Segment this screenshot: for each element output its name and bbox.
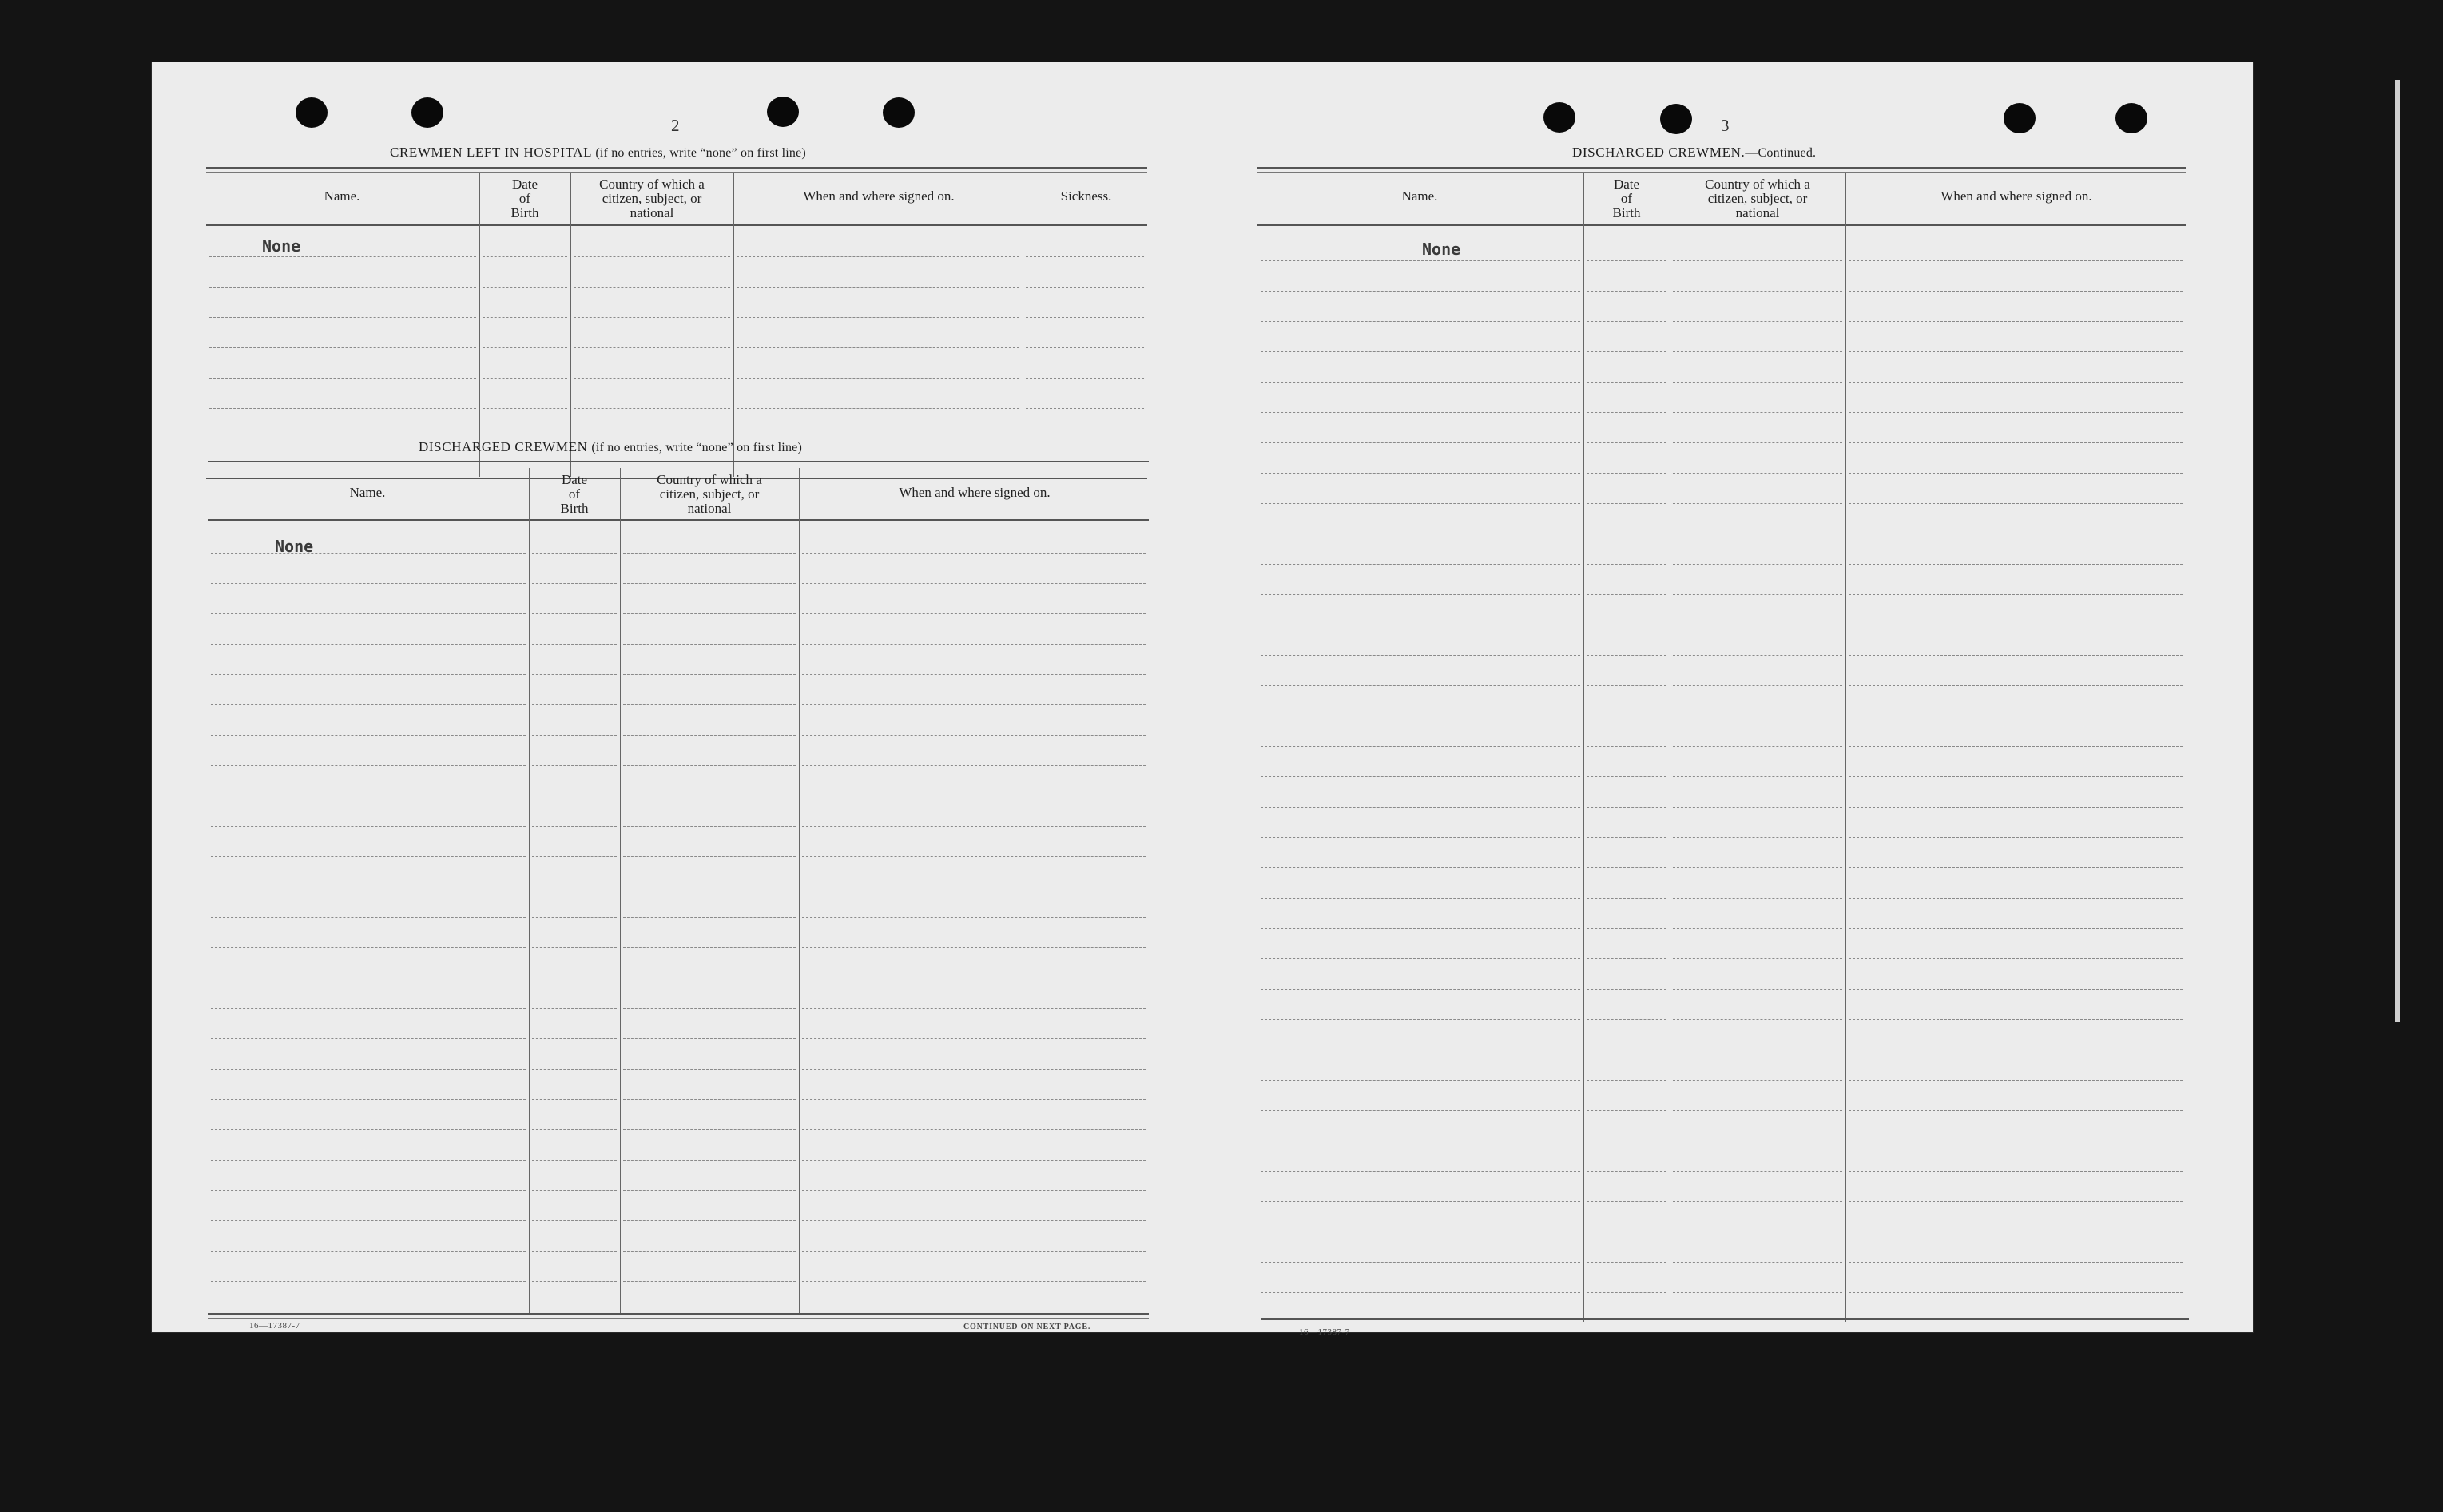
ruled-line [1849, 1262, 2183, 1263]
punch-hole-icon [2004, 103, 2036, 133]
ruled-line [1261, 594, 1580, 595]
ruled-line [1026, 256, 1144, 257]
ruled-line [209, 256, 476, 257]
punch-hole-icon [411, 97, 443, 128]
ruled-line [211, 735, 526, 736]
ruled-line [211, 917, 526, 918]
ruled-line [1587, 1201, 1666, 1202]
ruled-line [1587, 928, 1666, 929]
ruled-line [1849, 837, 2183, 838]
hospital-instruction: (if no entries, write “none” on first line) [595, 146, 806, 160]
ruled-line [1673, 382, 1842, 383]
ruled-line [1849, 594, 2183, 595]
ruled-line [623, 1220, 796, 1221]
ruled-line [1849, 442, 2183, 443]
ruled-line [623, 1160, 796, 1161]
ruled-line [623, 1008, 796, 1009]
ruled-line [211, 644, 526, 645]
ruled-line [1673, 442, 1842, 443]
ruled-line [209, 347, 476, 348]
discharged-col-signed: When and where signed on. [899, 485, 1051, 500]
ruled-line [483, 347, 567, 348]
right-col-signed: When and where signed on. [1940, 189, 2092, 204]
ruled-line [211, 1220, 526, 1221]
ruled-line [1026, 287, 1144, 288]
ruled-line [1261, 685, 1580, 686]
ruled-line [1587, 1019, 1666, 1020]
ruled-line [532, 1220, 617, 1221]
page-number-left: 2 [671, 116, 680, 135]
ruled-line [532, 704, 617, 705]
discharged-divider [620, 468, 621, 1315]
ruled-line [1261, 746, 1580, 747]
ruled-line [1849, 1080, 2183, 1081]
ruled-line [1261, 260, 1580, 261]
ruled-line [1673, 1201, 1842, 1202]
ruled-line [802, 674, 1146, 675]
ruled-line [1849, 867, 2183, 868]
ruled-line [623, 826, 796, 827]
hospital-divider [733, 173, 734, 477]
right-section-title [1572, 145, 1816, 161]
discharged-col-country: Country of which a citizen, subject, or national [657, 472, 762, 516]
ruled-line [1261, 1171, 1580, 1172]
discharged-title: DISCHARGED CREWMEN [419, 439, 588, 454]
ruled-line [1026, 408, 1144, 409]
ruled-line [1261, 989, 1580, 990]
ruled-line [1673, 989, 1842, 990]
ruled-line [1849, 382, 2183, 383]
right-continued: —Continued. [1745, 146, 1817, 160]
ruled-line [1587, 564, 1666, 565]
ruled-line [1673, 1262, 1842, 1263]
right-title: DISCHARGED CREWMEN. [1572, 145, 1746, 160]
ruled-line [1849, 746, 2183, 747]
ruled-line [532, 583, 617, 584]
ruled-line [623, 1069, 796, 1070]
ruled-line [1849, 898, 2183, 899]
ruled-line [1673, 1080, 1842, 1081]
ruled-line [1673, 807, 1842, 808]
discharged-header-rule [208, 519, 1149, 521]
ruled-line [737, 378, 1019, 379]
ruled-line [1261, 1201, 1580, 1202]
hospital-col-name: Name. [324, 189, 360, 204]
discharged-section-title [419, 439, 802, 455]
ruled-line [737, 408, 1019, 409]
ruled-line [623, 765, 796, 766]
ruled-line [1261, 564, 1580, 565]
ruled-line [737, 347, 1019, 348]
ruled-line [1026, 317, 1144, 318]
ruled-line [483, 317, 567, 318]
ruled-line [1673, 1292, 1842, 1293]
ruled-line [1673, 473, 1842, 474]
ruled-line [1026, 347, 1144, 348]
ruled-line [1673, 685, 1842, 686]
ruled-line [1587, 837, 1666, 838]
ruled-line [623, 1281, 796, 1282]
ruled-line [574, 408, 730, 409]
hospital-divider [570, 173, 571, 477]
ruled-line [1587, 321, 1666, 322]
ruled-line [1849, 807, 2183, 808]
ruled-line [211, 947, 526, 948]
discharged-top-rule [208, 461, 1149, 466]
ruled-line [1849, 260, 2183, 261]
ruled-line [1587, 898, 1666, 899]
ruled-line [802, 1160, 1146, 1161]
ruled-line [211, 553, 526, 554]
ruled-line [1587, 473, 1666, 474]
ruled-line [1673, 351, 1842, 352]
ruled-line [532, 856, 617, 857]
ruled-line [1587, 351, 1666, 352]
ruled-line [574, 317, 730, 318]
ruled-line [623, 947, 796, 948]
ruled-line [211, 1129, 526, 1130]
ruled-line [211, 704, 526, 705]
ruled-line [1673, 928, 1842, 929]
ruled-line [1849, 412, 2183, 413]
ruled-line [1587, 291, 1666, 292]
ruled-line [532, 1069, 617, 1070]
ruled-line [532, 1281, 617, 1282]
ruled-line [1587, 442, 1666, 443]
ruled-line [802, 735, 1146, 736]
ruled-line [1587, 503, 1666, 504]
hospital-col-dob: Date of Birth [510, 177, 539, 220]
ruled-line [1673, 503, 1842, 504]
ruled-line [1673, 1171, 1842, 1172]
ruled-line [802, 553, 1146, 554]
ruled-line [1261, 807, 1580, 808]
right-top-rule [1257, 167, 2186, 173]
ruled-line [623, 704, 796, 705]
ruled-line [532, 1251, 617, 1252]
ruled-line [574, 287, 730, 288]
ruled-line [623, 674, 796, 675]
ruled-line [1849, 776, 2183, 777]
ruled-line [1261, 958, 1580, 959]
ruled-line [211, 1160, 526, 1161]
ruled-line [802, 1190, 1146, 1191]
ruled-line [1849, 958, 2183, 959]
ruled-line [211, 674, 526, 675]
ruled-line [1673, 746, 1842, 747]
ruled-line [1849, 1201, 2183, 1202]
ruled-line [1261, 351, 1580, 352]
discharged-bottom-rule [208, 1313, 1149, 1319]
ruled-line [532, 735, 617, 736]
hospital-col-country: Country of which a citizen, subject, or national [599, 177, 705, 220]
ruled-line [1673, 291, 1842, 292]
ruled-line [532, 553, 617, 554]
ruled-line [1261, 473, 1580, 474]
ruled-line [211, 583, 526, 584]
ruled-line [211, 1038, 526, 1039]
ruled-line [623, 583, 796, 584]
ruled-line [802, 1220, 1146, 1221]
ruled-line [802, 1008, 1146, 1009]
ruled-line [574, 256, 730, 257]
ruled-line [1587, 655, 1666, 656]
ruled-line [1587, 1110, 1666, 1111]
ruled-line [209, 408, 476, 409]
ruled-line [1587, 1262, 1666, 1263]
ruled-line [1026, 378, 1144, 379]
ruled-line [1673, 412, 1842, 413]
ruled-line [1261, 655, 1580, 656]
right-divider [1845, 173, 1846, 1322]
ruled-line [1261, 776, 1580, 777]
ruled-line [1587, 382, 1666, 383]
ruled-line [1587, 776, 1666, 777]
ruled-line [1261, 1019, 1580, 1020]
ruled-line [483, 287, 567, 288]
ruled-line [802, 826, 1146, 827]
ruled-line [1673, 1019, 1842, 1020]
ruled-line [1673, 655, 1842, 656]
ruled-line [1849, 291, 2183, 292]
right-bottom-rule [1261, 1318, 2189, 1323]
hospital-col-signed: When and where signed on. [803, 189, 955, 204]
hospital-section-title [390, 145, 806, 161]
hospital-entry-none: None [262, 236, 301, 256]
ruled-line [802, 917, 1146, 918]
ruled-line [1587, 867, 1666, 868]
right-col-country: Country of which a citizen, subject, or national [1705, 177, 1810, 220]
punch-hole-icon [2115, 103, 2147, 133]
ruled-line [532, 1129, 617, 1130]
ruled-line [623, 553, 796, 554]
ruled-line [1587, 807, 1666, 808]
ruled-line [209, 378, 476, 379]
ruled-line [211, 765, 526, 766]
ruled-line [737, 317, 1019, 318]
hospital-col-sickness: Sickness. [1060, 189, 1112, 204]
ruled-line [1673, 564, 1842, 565]
ruled-line [532, 613, 617, 614]
footer-form-code-right: 16—17387-7 [1299, 1327, 1350, 1337]
ruled-line [1673, 776, 1842, 777]
ruled-line [1261, 382, 1580, 383]
hospital-divider [479, 173, 480, 477]
ruled-line [532, 644, 617, 645]
ruled-line [211, 1281, 526, 1282]
ruled-line [623, 856, 796, 857]
ruled-line [802, 704, 1146, 705]
ruled-line [1261, 1262, 1580, 1263]
punch-hole-icon [1543, 102, 1575, 133]
ruled-line [802, 856, 1146, 857]
scan-edge [2395, 80, 2400, 1022]
ruled-line [802, 1129, 1146, 1130]
ruled-line [1587, 958, 1666, 959]
ruled-line [802, 583, 1146, 584]
ruled-line [1587, 989, 1666, 990]
ruled-line [1673, 898, 1842, 899]
ruled-line [802, 644, 1146, 645]
ruled-line [623, 1129, 796, 1130]
ruled-line [532, 765, 617, 766]
ruled-line [623, 1038, 796, 1039]
ruled-line [1849, 473, 2183, 474]
discharged-instruction: (if no entries, write “none” on first line) [591, 441, 802, 454]
discharged-divider [799, 468, 800, 1315]
ruled-line [1587, 1080, 1666, 1081]
ruled-line [1849, 1171, 2183, 1172]
ruled-line [1849, 351, 2183, 352]
ruled-line [1261, 898, 1580, 899]
ruled-line [209, 287, 476, 288]
ruled-line [1261, 503, 1580, 504]
ruled-line [1849, 503, 2183, 504]
ruled-line [1587, 685, 1666, 686]
discharged-divider [529, 468, 530, 1315]
ruled-line [1673, 837, 1842, 838]
ruled-line [802, 1038, 1146, 1039]
footer-continued-note: CONTINUED ON NEXT PAGE. [963, 1323, 1091, 1331]
ruled-line [1673, 958, 1842, 959]
ruled-line [1849, 1292, 2183, 1293]
ruled-line [211, 1251, 526, 1252]
ruled-line [737, 287, 1019, 288]
discharged-col-name: Name. [349, 485, 386, 500]
ruled-line [1849, 1019, 2183, 1020]
ruled-line [483, 408, 567, 409]
right-divider [1583, 173, 1584, 1322]
hospital-title: CREWMEN LEFT IN HOSPITAL [390, 145, 592, 160]
ruled-line [1849, 989, 2183, 990]
ruled-line [1261, 1110, 1580, 1111]
ruled-line [737, 256, 1019, 257]
page-number-right: 3 [1721, 116, 1730, 135]
hospital-top-rule [206, 167, 1147, 173]
ruled-line [532, 826, 617, 827]
ruled-line [532, 1099, 617, 1100]
ruled-line [1673, 867, 1842, 868]
ruled-line [802, 1069, 1146, 1070]
ruled-line [211, 1008, 526, 1009]
ruled-line [211, 1190, 526, 1191]
ruled-line [532, 1160, 617, 1161]
ruled-line [623, 917, 796, 918]
ruled-line [1849, 655, 2183, 656]
ruled-line [1673, 594, 1842, 595]
right-col-name: Name. [1401, 189, 1438, 204]
right-header-rule [1257, 224, 2186, 226]
right-col-dob: Date of Birth [1612, 177, 1641, 220]
ruled-line [532, 1008, 617, 1009]
ruled-line [802, 1251, 1146, 1252]
right-entry-none: None [1422, 240, 1461, 259]
ruled-line [574, 378, 730, 379]
ruled-line [1587, 1292, 1666, 1293]
ruled-line [1673, 321, 1842, 322]
ruled-line [623, 1190, 796, 1191]
ruled-line [211, 613, 526, 614]
ruled-line [802, 765, 1146, 766]
ruled-line [1673, 1110, 1842, 1111]
ruled-line [1261, 867, 1580, 868]
hospital-header-rule [206, 224, 1147, 226]
ruled-line [623, 644, 796, 645]
punch-hole-icon [1660, 104, 1692, 134]
ruled-line [1587, 746, 1666, 747]
ruled-line [211, 1069, 526, 1070]
ruled-line [623, 613, 796, 614]
ruled-line [1261, 291, 1580, 292]
ruled-line [1261, 928, 1580, 929]
punch-hole-icon [883, 97, 915, 128]
discharged-entry-none: None [275, 537, 314, 556]
discharged-col-dob: Date of Birth [560, 472, 589, 516]
ledger-spread [152, 62, 2253, 1337]
ruled-line [1849, 1110, 2183, 1111]
ruled-line [211, 856, 526, 857]
ruled-line [532, 1038, 617, 1039]
ruled-line [802, 613, 1146, 614]
ruled-line [211, 1099, 526, 1100]
ruled-line [1261, 412, 1580, 413]
ruled-line [1849, 321, 2183, 322]
ruled-line [1849, 685, 2183, 686]
ruled-line [623, 735, 796, 736]
ruled-line [802, 947, 1146, 948]
ruled-line [483, 256, 567, 257]
ruled-line [532, 947, 617, 948]
ruled-line [802, 1099, 1146, 1100]
ruled-line [623, 1099, 796, 1100]
ruled-line [1261, 1292, 1580, 1293]
punch-hole-icon [296, 97, 328, 128]
ruled-line [1261, 442, 1580, 443]
ruled-line [1849, 928, 2183, 929]
ruled-line [532, 674, 617, 675]
ruled-line [1587, 594, 1666, 595]
ruled-line [1587, 260, 1666, 261]
ruled-line [1261, 1080, 1580, 1081]
ruled-line [1673, 260, 1842, 261]
ruled-line [574, 347, 730, 348]
ruled-line [1587, 412, 1666, 413]
ruled-line [211, 826, 526, 827]
ruled-line [483, 378, 567, 379]
ruled-line [1587, 1171, 1666, 1172]
ruled-line [209, 317, 476, 318]
footer-form-code-left: 16—17387-7 [249, 1321, 300, 1331]
ruled-line [1261, 837, 1580, 838]
ruled-line [1849, 564, 2183, 565]
punch-hole-icon [767, 97, 799, 127]
ruled-line [532, 917, 617, 918]
ruled-line [802, 1281, 1146, 1282]
ruled-line [1261, 321, 1580, 322]
ruled-line [532, 1190, 617, 1191]
ruled-line [623, 1251, 796, 1252]
